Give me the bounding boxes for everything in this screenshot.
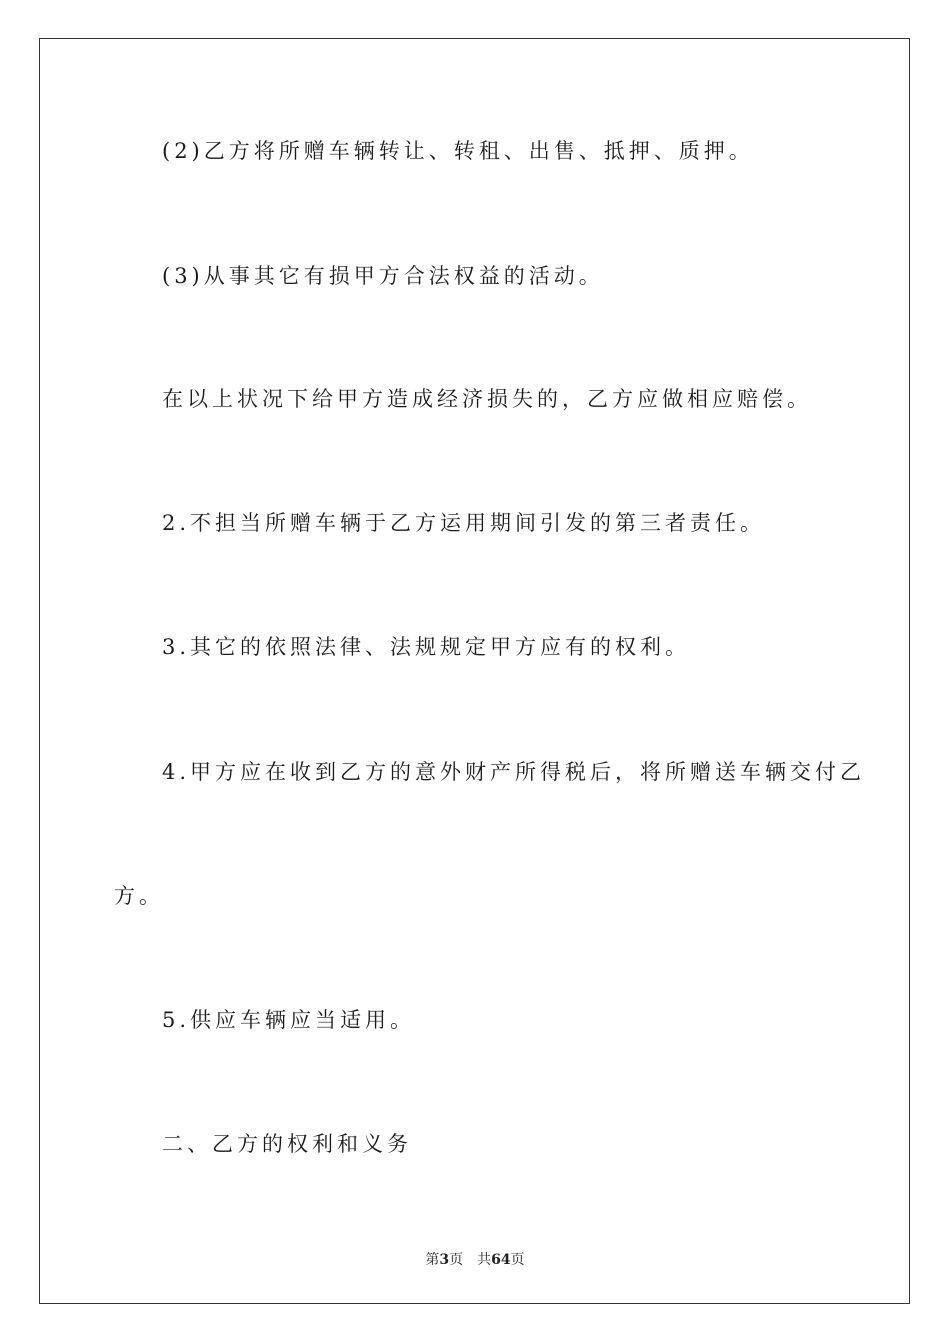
paragraph-line: (3)从事其它有损甲方合法权益的活动。 — [162, 264, 604, 288]
footer-total-suffix: 页 — [510, 1252, 525, 1268]
paragraph-line: 在以上状况下给甲方造成经济损失的，乙方应做相应赔偿。 — [162, 387, 812, 411]
paragraph-line: 3.其它的依照法律、法规规定甲方应有的权利。 — [162, 635, 691, 659]
footer-page-suffix: 页 — [449, 1252, 464, 1268]
paragraph-line: 方。 — [114, 884, 164, 908]
paragraph-line: (2)乙方将所赠车辆转让、转租、出售、抵押、质押。 — [162, 139, 754, 163]
section-heading: 二、乙方的权利和义务 — [162, 1132, 412, 1156]
footer-total-pages: 64 — [491, 1252, 511, 1268]
paragraph-line: 2.不担当所赠车辆于乙方运用期间引发的第三者责任。 — [162, 511, 766, 535]
paragraph-line: 4.甲方应在收到乙方的意外财产所得税后，将所赠送车辆交付乙 — [162, 760, 866, 784]
paragraph-line: 5.供应车辆应当适用。 — [162, 1008, 416, 1032]
footer-page-prefix: 第 — [425, 1252, 440, 1268]
page-footer — [0, 1249, 950, 1269]
footer-total-prefix: 共 — [477, 1252, 492, 1268]
page-border — [39, 38, 910, 1304]
footer-page-number: 3 — [439, 1252, 450, 1268]
